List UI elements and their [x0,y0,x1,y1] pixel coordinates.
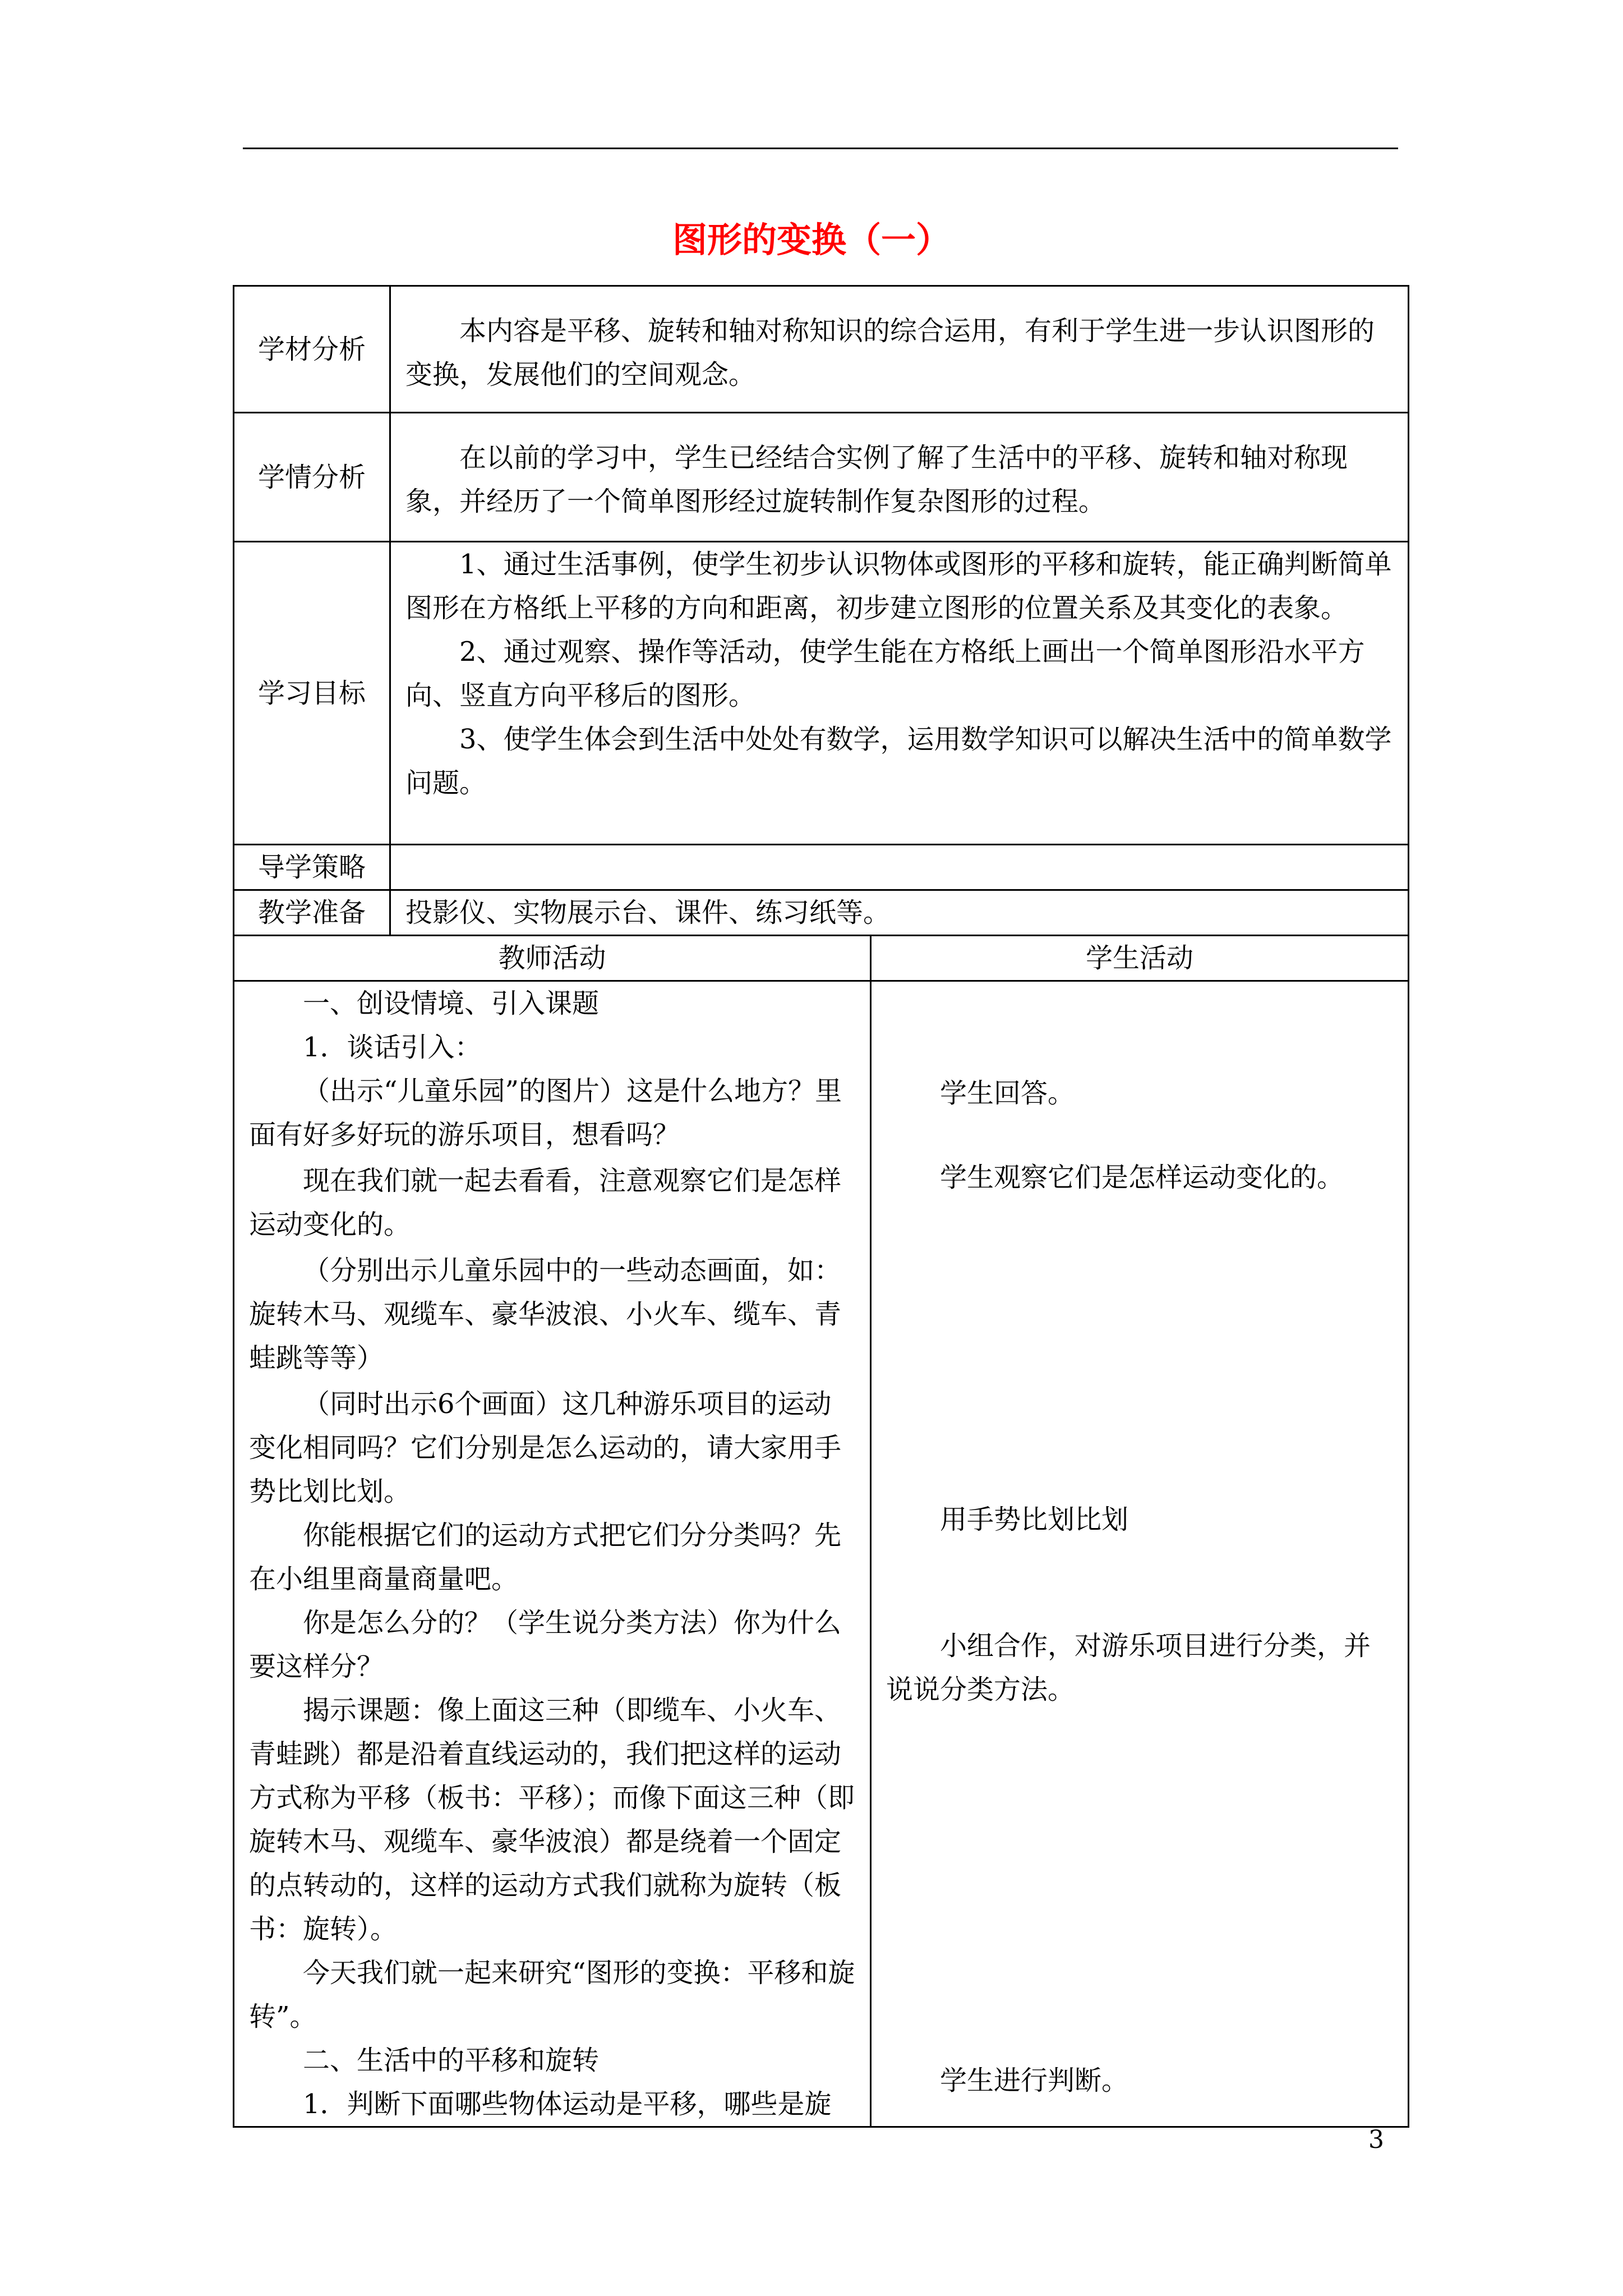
teacher-line: （分别出示儿童乐园中的一些动态画面，如：旋转木马、观缆车、豪华波浪、小火车、缆车、青蛙跳等等） [249,1255,842,1374]
row-text: 本内容是平移、旋转和轴对称知识的综合运用，有利于学生进一步认识图形的变换，发展他们的空间观念。 [405,315,1375,390]
teacher-line: （同时出示6个画面）这几种游乐项目的运动变化相同吗？它们分别是怎么运动的，请大家用手势比划比划。 [249,1388,842,1507]
row-label: 学材分析 [234,286,390,413]
student-line: 用手势比划比划 [940,1504,1129,1535]
objective-item: 3、使学生体会到生活中处处有数学，运用数学知识可以解决生活中的简单数学问题。 [405,724,1392,799]
header-rule [243,148,1398,149]
teacher-line: 你是怎么分的？（学生说分类方法）你为什么要这样分？ [249,1607,842,1682]
teacher-line: （出示“儿童乐园”的图片）这是什么地方？里面有好多好玩的游乐项目，想看吗？ [249,1075,842,1151]
student-activity-cell [871,981,1409,2127]
teacher-line: 今天我们就一起来研究“图形的变换：平移和旋转”。 [249,1957,855,2032]
objective-item: 1、通过生活事例，使学生初步认识物体或图形的平移和旋转，能正确判断简单图形在方格纸上平移的方向和距离，初步建立图形的位置关系及其变化的表象。 [405,549,1392,624]
page-number: 3 [1368,2125,1384,2154]
student-line: 学生回答。 [940,1078,1075,1109]
row-content: 投影仪、实物展示台、课件、练习纸等。 [390,890,1409,936]
row-content [390,413,1409,542]
teacher-line: 二、生活中的平移和旋转 [303,2045,600,2076]
info-row-teaching-preparation [234,890,1409,936]
student-line: 学生观察它们是怎样运动变化的。 [940,1162,1344,1193]
teacher-line: 现在我们就一起去看看，注意观察它们是怎样运动变化的。 [249,1165,842,1240]
info-row-learning-objectives [234,542,1409,845]
teacher-line: 你能根据它们的运动方式把它们分分类吗？先在小组里商量商量吧。 [249,1520,842,1595]
teacher-line: 1．谈话引入： [303,1032,482,1063]
row-content [390,542,1409,845]
teacher-line: 一、创设情境、引入课题 [303,988,600,1019]
info-row-learner-analysis [234,413,1409,542]
row-label: 学情分析 [234,413,390,542]
teacher-activity-cell [234,981,871,2127]
row-content [390,286,1409,413]
activity-body-row [234,981,1409,2127]
document-title: 图形的变换（一） [672,219,951,260]
info-row-material-analysis [234,286,1409,413]
teacher-line: 揭示课题：像上面这三种（即缆车、小火车、青蛙跳）都是沿着直线运动的，我们把这样的运动方式称为平移（板书：平移）；而像下面这三种（即旋转木马、观缆车、豪华波浪）都是绕着一个固定的点转动的，这样的运动方式我们就称为旋转（板书：旋转）。 [249,1695,855,1945]
objective-item: 2、通过观察、操作等活动，使学生能在方格纸上画出一个简单图形沿水平方向、竖直方向平移后的图形。 [405,636,1365,711]
lesson-plan-table [233,285,1409,2128]
row-label: 教学准备 [234,890,390,936]
row-text: 在以前的学习中，学生已经结合实例了解了生活中的平移、旋转和轴对称现象，并经历了一个简单图形经过旋转制作复杂图形的过程。 [405,442,1348,517]
row-label: 导学策略 [234,845,390,890]
teacher-line: 1．判断下面哪些物体运动是平移，哪些是旋 [303,2088,832,2120]
student-activity-header: 学生活动 [871,936,1409,981]
teacher-activity-header: 教师活动 [234,936,871,981]
row-content [390,845,1409,890]
info-row-guidance-strategy [234,845,1409,890]
row-label: 学习目标 [234,542,390,845]
activity-header-row [234,936,1409,981]
student-line: 学生进行判断。 [940,2065,1129,2096]
student-line: 小组合作，对游乐项目进行分类，并说说分类方法。 [886,1630,1371,1705]
